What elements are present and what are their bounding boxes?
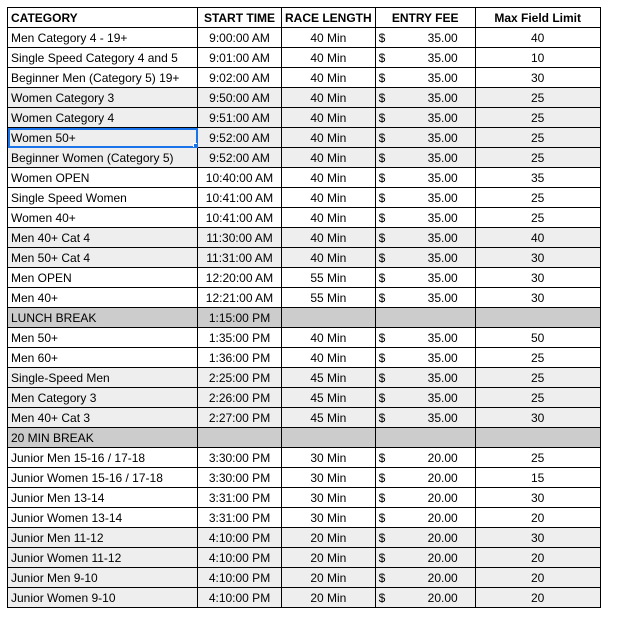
cell-entry-fee[interactable] [375, 248, 475, 268]
cell-race-length[interactable]: 40 Min [282, 148, 376, 168]
fee-amount: 35.00 [427, 210, 458, 225]
cell-max-field-limit[interactable]: 25 [475, 88, 600, 108]
currency-symbol: $ [378, 550, 386, 565]
cell-race-length[interactable]: 30 Min [282, 488, 376, 508]
table-row [8, 168, 601, 188]
cell-max-field-limit[interactable]: 35 [475, 168, 600, 188]
cell-start-time[interactable]: 4:10:00 PM [198, 528, 282, 548]
cell-start-time[interactable]: 9:01:00 AM [198, 48, 282, 68]
cell-race-length[interactable]: 30 Min [282, 448, 376, 468]
table-row [8, 328, 601, 348]
cell-start-time[interactable]: 1:15:00 PM [198, 308, 282, 328]
table-row [8, 108, 601, 128]
cell-max-field-limit[interactable]: 25 [475, 448, 600, 468]
currency-symbol: $ [378, 110, 386, 125]
cell-race-length[interactable]: 55 Min [282, 288, 376, 308]
cell-max-field-limit[interactable]: 25 [475, 108, 600, 128]
table-row [8, 288, 601, 308]
cell-max-field-limit[interactable]: 30 [475, 288, 600, 308]
currency-symbol: $ [378, 370, 386, 385]
table-row [8, 68, 601, 88]
cell-category[interactable]: Women Category 3 [8, 88, 198, 108]
cell-max-field-limit[interactable]: 20 [475, 508, 600, 528]
table-row [8, 308, 601, 328]
fee-amount: 20.00 [427, 530, 458, 545]
cell-entry-fee[interactable] [375, 268, 475, 288]
cell-start-time[interactable]: 1:36:00 PM [198, 348, 282, 368]
cell-entry-fee[interactable] [375, 568, 475, 588]
cell-race-length[interactable]: 40 Min [282, 208, 376, 228]
fee-amount: 35.00 [427, 250, 458, 265]
cell-race-length[interactable]: 40 Min [282, 48, 376, 68]
cell-category[interactable]: Women 50+ [8, 128, 198, 148]
table-row [8, 568, 601, 588]
cell-entry-fee[interactable] [375, 388, 475, 408]
cell-entry-fee[interactable] [375, 168, 475, 188]
fee-amount: 35.00 [427, 330, 458, 345]
cell-max-field-limit[interactable]: 25 [475, 368, 600, 388]
currency-symbol: $ [378, 70, 386, 85]
cell-race-length[interactable]: 55 Min [282, 268, 376, 288]
table-row [8, 248, 601, 268]
header-row [8, 8, 601, 28]
cell-entry-fee[interactable] [375, 428, 475, 448]
currency-symbol: $ [378, 590, 386, 605]
cell-race-length[interactable]: 20 Min [282, 528, 376, 548]
cell-race-length[interactable]: 40 Min [282, 168, 376, 188]
cell-race-length[interactable]: 40 Min [282, 348, 376, 368]
currency-symbol: $ [378, 410, 386, 425]
table-row [8, 28, 601, 48]
cell-category[interactable]: Men Category 4 - 19+ [8, 28, 198, 48]
cell-max-field-limit[interactable]: 40 [475, 28, 600, 48]
currency-symbol: $ [378, 30, 386, 45]
cell-start-time[interactable]: 1:35:00 PM [198, 328, 282, 348]
cell-max-field-limit[interactable]: 15 [475, 468, 600, 488]
cell-max-field-limit[interactable]: 30 [475, 248, 600, 268]
cell-entry-fee[interactable] [375, 348, 475, 368]
currency-symbol: $ [378, 530, 386, 545]
cell-race-length[interactable]: 45 Min [282, 408, 376, 428]
currency-symbol: $ [378, 230, 386, 245]
cell-entry-fee[interactable] [375, 288, 475, 308]
fee-amount: 35.00 [427, 390, 458, 405]
currency-symbol: $ [378, 90, 386, 105]
cell-category[interactable]: Men 40+ [8, 288, 198, 308]
fee-amount: 20.00 [427, 490, 458, 505]
cell-max-field-limit[interactable]: 20 [475, 568, 600, 588]
cell-category[interactable]: Junior Women 9-10 [8, 588, 198, 608]
currency-symbol: $ [378, 210, 386, 225]
cell-max-field-limit[interactable]: 25 [475, 148, 600, 168]
cell-start-time[interactable]: 11:30:00 AM [198, 228, 282, 248]
cell-max-field-limit[interactable]: 40 [475, 228, 600, 248]
fee-amount: 35.00 [427, 50, 458, 65]
cell-entry-fee[interactable] [375, 548, 475, 568]
cell-entry-fee[interactable] [375, 188, 475, 208]
cell-entry-fee[interactable] [375, 368, 475, 388]
cell-start-time[interactable] [198, 428, 282, 448]
cell-max-field-limit[interactable]: 20 [475, 548, 600, 568]
cell-race-length[interactable]: 40 Min [282, 68, 376, 88]
cell-max-field-limit[interactable]: 25 [475, 388, 600, 408]
cell-max-field-limit[interactable]: 30 [475, 488, 600, 508]
table-row [8, 508, 601, 528]
fee-amount: 35.00 [427, 350, 458, 365]
header-entry-fee[interactable]: ENTRY FEE [375, 8, 475, 28]
cell-category[interactable]: Single Speed Women [8, 188, 198, 208]
cell-start-time[interactable]: 3:30:00 PM [198, 448, 282, 468]
fee-amount: 35.00 [427, 150, 458, 165]
cell-start-time[interactable]: 9:52:00 AM [198, 128, 282, 148]
cell-entry-fee[interactable] [375, 68, 475, 88]
cell-category[interactable]: Junior Women 11-12 [8, 548, 198, 568]
fee-amount: 20.00 [427, 470, 458, 485]
cell-start-time[interactable]: 4:10:00 PM [198, 568, 282, 588]
fee-amount: 35.00 [427, 290, 458, 305]
currency-symbol: $ [378, 350, 386, 365]
fee-amount: 35.00 [427, 30, 458, 45]
cell-entry-fee[interactable] [375, 528, 475, 548]
cell-start-time[interactable]: 4:10:00 PM [198, 588, 282, 608]
cell-start-time[interactable]: 3:31:00 PM [198, 488, 282, 508]
cell-category[interactable]: Women OPEN [8, 168, 198, 188]
fee-amount: 20.00 [427, 590, 458, 605]
table-row [8, 388, 601, 408]
currency-symbol: $ [378, 570, 386, 585]
header-race-length[interactable]: RACE LENGTH [282, 8, 376, 28]
currency-symbol: $ [378, 130, 386, 145]
cell-race-length[interactable] [282, 308, 376, 328]
cell-entry-fee[interactable] [375, 28, 475, 48]
cell-max-field-limit[interactable]: 25 [475, 208, 600, 228]
cell-race-length[interactable]: 40 Min [282, 228, 376, 248]
cell-max-field-limit[interactable]: 25 [475, 128, 600, 148]
cell-category[interactable]: Men 60+ [8, 348, 198, 368]
cell-start-time[interactable]: 3:31:00 PM [198, 508, 282, 528]
fee-amount: 20.00 [427, 550, 458, 565]
cell-race-length[interactable]: 40 Min [282, 128, 376, 148]
currency-symbol: $ [378, 250, 386, 265]
header-max-field-limit[interactable]: Max Field Limit [475, 8, 600, 28]
cell-max-field-limit[interactable]: 50 [475, 328, 600, 348]
cell-category[interactable]: Single Speed Category 4 and 5 [8, 48, 198, 68]
currency-symbol: $ [378, 170, 386, 185]
cell-category[interactable]: Men OPEN [8, 268, 198, 288]
fee-amount: 35.00 [427, 190, 458, 205]
cell-category[interactable]: Men 50+ Cat 4 [8, 248, 198, 268]
table-row [8, 128, 601, 148]
cell-category[interactable]: Single-Speed Men [8, 368, 198, 388]
cell-entry-fee[interactable] [375, 208, 475, 228]
currency-symbol: $ [378, 150, 386, 165]
currency-symbol: $ [378, 50, 386, 65]
cell-start-time[interactable]: 10:41:00 AM [198, 208, 282, 228]
cell-race-length[interactable]: 45 Min [282, 388, 376, 408]
cell-start-time[interactable]: 10:41:00 AM [198, 188, 282, 208]
cell-start-time[interactable]: 9:52:00 AM [198, 148, 282, 168]
table-row [8, 428, 601, 448]
table-row [8, 588, 601, 608]
race-schedule-table [7, 7, 601, 608]
cell-category[interactable]: Junior Women 15-16 / 17-18 [8, 468, 198, 488]
table-row [8, 228, 601, 248]
cell-max-field-limit[interactable]: 30 [475, 268, 600, 288]
cell-race-length[interactable]: 40 Min [282, 248, 376, 268]
cell-max-field-limit[interactable]: 25 [475, 348, 600, 368]
cell-entry-fee[interactable] [375, 408, 475, 428]
table-row [8, 368, 601, 388]
cell-category[interactable]: Women Category 4 [8, 108, 198, 128]
cell-category[interactable]: LUNCH BREAK [8, 308, 198, 328]
cell-start-time[interactable]: 9:00:00 AM [198, 28, 282, 48]
cell-max-field-limit[interactable]: 25 [475, 188, 600, 208]
cell-category[interactable]: Junior Men 11-12 [8, 528, 198, 548]
cell-start-time[interactable]: 10:40:00 AM [198, 168, 282, 188]
cell-category[interactable]: Beginner Women (Category 5) [8, 148, 198, 168]
table-row [8, 448, 601, 468]
cell-start-time[interactable]: 2:25:00 PM [198, 368, 282, 388]
cell-race-length[interactable]: 20 Min [282, 548, 376, 568]
cell-max-field-limit[interactable] [475, 308, 600, 328]
fee-amount: 35.00 [427, 90, 458, 105]
header-category[interactable]: CATEGORY [8, 8, 198, 28]
fee-amount: 20.00 [427, 450, 458, 465]
cell-race-length[interactable]: 20 Min [282, 568, 376, 588]
cell-category[interactable]: Men 40+ Cat 3 [8, 408, 198, 428]
cell-category[interactable]: Junior Men 15-16 / 17-18 [8, 448, 198, 468]
cell-race-length[interactable]: 30 Min [282, 508, 376, 528]
cell-race-length[interactable]: 40 Min [282, 108, 376, 128]
cell-race-length[interactable]: 40 Min [282, 328, 376, 348]
cell-race-length[interactable]: 45 Min [282, 368, 376, 388]
cell-category[interactable]: Men 50+ [8, 328, 198, 348]
fee-amount: 35.00 [427, 230, 458, 245]
cell-race-length[interactable]: 30 Min [282, 468, 376, 488]
fee-amount: 20.00 [427, 510, 458, 525]
header-start-time[interactable]: START TIME [198, 8, 282, 28]
cell-category[interactable]: Men 40+ Cat 4 [8, 228, 198, 248]
cell-entry-fee[interactable] [375, 508, 475, 528]
fee-amount: 35.00 [427, 70, 458, 85]
table-row [8, 88, 601, 108]
cell-start-time[interactable]: 9:51:00 AM [198, 108, 282, 128]
table-row [8, 48, 601, 68]
currency-symbol: $ [378, 450, 386, 465]
cell-entry-fee[interactable] [375, 328, 475, 348]
table-row [8, 348, 601, 368]
cell-start-time[interactable]: 2:26:00 PM [198, 388, 282, 408]
fee-amount: 35.00 [427, 410, 458, 425]
cell-start-time[interactable]: 11:31:00 AM [198, 248, 282, 268]
cell-entry-fee[interactable] [375, 228, 475, 248]
table-row [8, 408, 601, 428]
table-row [8, 188, 601, 208]
cell-entry-fee[interactable] [375, 88, 475, 108]
cell-entry-fee[interactable] [375, 128, 475, 148]
currency-symbol: $ [378, 190, 386, 205]
cell-entry-fee[interactable] [375, 48, 475, 68]
cell-max-field-limit[interactable]: 20 [475, 588, 600, 608]
cell-race-length[interactable]: 40 Min [282, 188, 376, 208]
cell-race-length[interactable]: 40 Min [282, 88, 376, 108]
table-row [8, 488, 601, 508]
cell-start-time[interactable]: 3:30:00 PM [198, 468, 282, 488]
cell-max-field-limit[interactable]: 30 [475, 408, 600, 428]
fee-amount: 35.00 [427, 370, 458, 385]
cell-category[interactable]: Junior Men 13-14 [8, 488, 198, 508]
cell-start-time[interactable]: 12:20:00 AM [198, 268, 282, 288]
cell-entry-fee[interactable] [375, 448, 475, 468]
table-row [8, 548, 601, 568]
fee-amount: 35.00 [427, 130, 458, 145]
table-row [8, 148, 601, 168]
currency-symbol: $ [378, 510, 386, 525]
cell-entry-fee[interactable] [375, 108, 475, 128]
cell-category[interactable]: Beginner Men (Category 5) 19+ [8, 68, 198, 88]
currency-symbol: $ [378, 470, 386, 485]
cell-start-time[interactable]: 2:27:00 PM [198, 408, 282, 428]
cell-entry-fee[interactable] [375, 148, 475, 168]
table-row [8, 528, 601, 548]
cell-max-field-limit[interactable]: 10 [475, 48, 600, 68]
currency-symbol: $ [378, 290, 386, 305]
cell-start-time[interactable]: 12:21:00 AM [198, 288, 282, 308]
currency-symbol: $ [378, 330, 386, 345]
cell-max-field-limit[interactable]: 30 [475, 528, 600, 548]
fee-amount: 35.00 [427, 270, 458, 285]
table-row [8, 268, 601, 288]
cell-category[interactable]: Junior Women 13-14 [8, 508, 198, 528]
cell-start-time[interactable]: 9:50:00 AM [198, 88, 282, 108]
cell-race-length[interactable]: 40 Min [282, 28, 376, 48]
cell-entry-fee[interactable] [375, 468, 475, 488]
cell-start-time[interactable]: 9:02:00 AM [198, 68, 282, 88]
cell-race-length[interactable]: 20 Min [282, 588, 376, 608]
fee-amount: 35.00 [427, 110, 458, 125]
table-row [8, 468, 601, 488]
cell-category[interactable]: 20 MIN BREAK [8, 428, 198, 448]
cell-entry-fee[interactable] [375, 488, 475, 508]
table-row [8, 208, 601, 228]
cell-start-time[interactable]: 4:10:00 PM [198, 548, 282, 568]
cell-entry-fee[interactable] [375, 588, 475, 608]
cell-category[interactable]: Women 40+ [8, 208, 198, 228]
currency-symbol: $ [378, 490, 386, 505]
cell-max-field-limit[interactable] [475, 428, 600, 448]
fee-amount: 35.00 [427, 170, 458, 185]
currency-symbol: $ [378, 270, 386, 285]
cell-max-field-limit[interactable]: 30 [475, 68, 600, 88]
cell-entry-fee[interactable] [375, 308, 475, 328]
currency-symbol: $ [378, 390, 386, 405]
cell-category[interactable]: Men Category 3 [8, 388, 198, 408]
cell-category[interactable]: Junior Men 9-10 [8, 568, 198, 588]
cell-race-length[interactable] [282, 428, 376, 448]
fee-amount: 20.00 [427, 570, 458, 585]
